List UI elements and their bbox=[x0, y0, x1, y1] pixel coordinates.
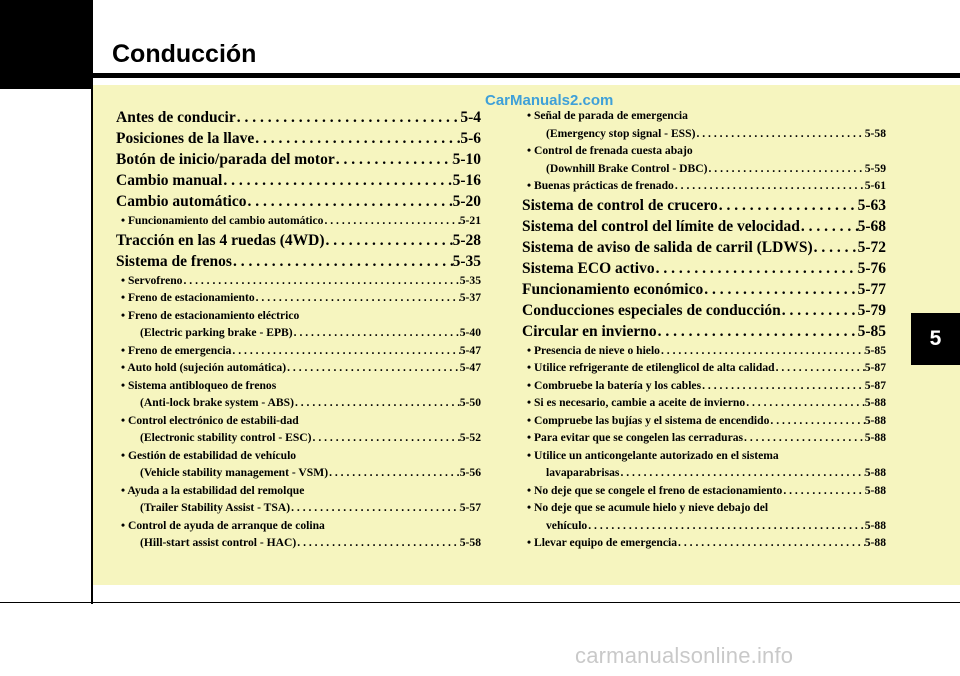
toc-entry-label: • Servofreno bbox=[121, 273, 183, 287]
toc-section[interactable] bbox=[116, 251, 481, 272]
toc-page-number: 5-88 bbox=[864, 431, 886, 444]
toc-entry-label: Sistema de control de crucero bbox=[522, 196, 718, 214]
toc-leader-dots bbox=[296, 534, 459, 552]
toc-entry-label: • Para evitar que se congelen las cerraduras bbox=[527, 431, 744, 444]
toc-entry-label: • Llevar equipo de emergencia bbox=[527, 536, 678, 549]
toc-leader-dots bbox=[800, 216, 858, 237]
toc-page-number: 5-88 bbox=[864, 518, 886, 532]
toc-page-number: 5-88 bbox=[864, 396, 886, 409]
toc-leader-dots bbox=[707, 160, 864, 178]
toc-page-number: 5-37 bbox=[459, 291, 481, 304]
toc-entry-label: • Freno de estacionamiento eléctrico bbox=[121, 308, 300, 322]
toc-page-number: 5-57 bbox=[459, 501, 481, 514]
toc-entry[interactable] bbox=[116, 342, 481, 360]
toc-leader-dots bbox=[290, 499, 460, 517]
toc-leader-dots bbox=[231, 342, 459, 360]
toc-leader-dots bbox=[312, 429, 460, 447]
toc-section[interactable] bbox=[522, 195, 886, 216]
toc-page-number: 5-58 bbox=[864, 126, 886, 140]
toc-leader-dots bbox=[254, 128, 460, 149]
toc-left-column bbox=[116, 107, 481, 552]
toc-entry[interactable] bbox=[522, 160, 886, 178]
toc-entry-label: • Control de frenada cuesta abajo bbox=[527, 144, 693, 157]
toc-entry[interactable] bbox=[116, 464, 481, 482]
toc-leader-dots bbox=[701, 377, 865, 395]
toc-page-number: 5-79 bbox=[857, 301, 886, 319]
toc-section[interactable] bbox=[522, 321, 886, 342]
toc-entry-label: Sistema ECO activo bbox=[522, 259, 655, 277]
toc-entry-label: • No deje que se congele el freno de estacionamiento bbox=[527, 483, 783, 497]
toc-page-number: 5-4 bbox=[460, 109, 481, 126]
toc-section[interactable] bbox=[522, 216, 886, 237]
margin-line bbox=[91, 0, 93, 604]
toc-entry-label: Conducciones especiales de conducción bbox=[522, 301, 781, 319]
toc-entry-label: • Funcionamiento del cambio automático bbox=[121, 214, 324, 227]
toc-entry[interactable] bbox=[522, 534, 886, 552]
toc-leader-dots bbox=[323, 212, 459, 230]
footer-rule bbox=[0, 602, 960, 603]
toc-right-column bbox=[522, 107, 886, 552]
toc-leader-dots bbox=[660, 342, 865, 360]
toc-entry[interactable] bbox=[116, 289, 481, 307]
toc-entry-continuation: (Emergency stop signal - ESS) bbox=[546, 126, 696, 140]
toc-page-number: 5-47 bbox=[459, 343, 481, 357]
toc-leader-dots bbox=[695, 125, 864, 143]
toc-leader-dots bbox=[246, 191, 452, 212]
toc-leader-dots bbox=[236, 107, 461, 128]
toc-section[interactable] bbox=[116, 107, 481, 128]
toc-section[interactable] bbox=[522, 279, 886, 300]
toc-entry-label: • Freno de estacionamiento bbox=[121, 291, 255, 304]
toc-entry-continuation: (Hill-start assist control - HAC) bbox=[140, 536, 297, 549]
toc-entry[interactable] bbox=[522, 412, 886, 430]
toc-entry[interactable] bbox=[116, 272, 481, 290]
toc-entry-label: • Presencia de nieve o hielo bbox=[527, 343, 660, 357]
toc-leader-dots bbox=[222, 170, 452, 191]
toc-leader-dots bbox=[782, 482, 864, 500]
toc-entry-continuation: lavaparabrisas bbox=[546, 466, 620, 479]
toc-leader-dots bbox=[587, 517, 865, 535]
toc-leader-dots bbox=[775, 359, 865, 377]
toc-entry-continuation: (Electric parking brake - EPB) bbox=[140, 326, 293, 339]
toc-page-number: 5-50 bbox=[459, 396, 481, 409]
toc-page-number: 5-35 bbox=[452, 252, 481, 270]
toc-section[interactable] bbox=[116, 128, 481, 149]
toc-entry-label: • Combruebe la batería y los cables bbox=[527, 378, 702, 392]
toc-entry-label: Funcionamiento económico bbox=[522, 280, 704, 298]
toc-leader-dots bbox=[813, 237, 858, 258]
toc-section[interactable] bbox=[116, 149, 481, 170]
toc-leader-dots bbox=[328, 464, 460, 482]
toc-page-number: 5-77 bbox=[857, 280, 886, 298]
toc-page-number: 5-47 bbox=[459, 361, 481, 374]
toc-leader-dots bbox=[677, 534, 865, 552]
toc-entry-label: • Control de ayuda de arranque de colina bbox=[121, 518, 325, 532]
toc-entry-label: Sistema de aviso de salida de carril (LDWS) bbox=[522, 238, 813, 256]
toc-entry-label: Tracción en las 4 ruedas (4WD) bbox=[116, 231, 325, 249]
toc-entry[interactable] bbox=[522, 177, 886, 195]
toc-entry[interactable] bbox=[522, 359, 886, 377]
toc-section[interactable] bbox=[116, 230, 481, 251]
toc-leader-dots bbox=[657, 321, 858, 342]
toc-entry-label: Sistema del control del límite de velocidad bbox=[522, 217, 800, 235]
toc-page-number: 5-88 bbox=[864, 536, 886, 549]
toc-leader-dots bbox=[286, 359, 460, 377]
toc-leader-dots bbox=[294, 394, 460, 412]
toc-section[interactable] bbox=[116, 191, 481, 212]
toc-entry-continuation: (Trailer Stability Assist - TSA) bbox=[140, 501, 291, 514]
toc-entry-continuation: (Vehicle stability management - VSM) bbox=[140, 466, 329, 479]
toc-section[interactable] bbox=[116, 170, 481, 191]
toc-entry[interactable] bbox=[522, 482, 886, 500]
toc-leader-dots bbox=[255, 289, 460, 307]
toc-entry-label: Circular en invierno bbox=[522, 322, 657, 340]
toc-leader-dots bbox=[325, 230, 453, 251]
toc-page-number: 5-21 bbox=[459, 214, 481, 227]
toc-entry[interactable] bbox=[116, 394, 481, 412]
page-title: Conducción bbox=[112, 40, 257, 68]
toc-page-number: 5-63 bbox=[857, 196, 886, 214]
toc-page-number: 5-20 bbox=[452, 193, 481, 210]
toc-entry[interactable] bbox=[116, 359, 481, 377]
toc-page-number: 5-52 bbox=[459, 431, 481, 444]
toc-page-number: 5-87 bbox=[864, 361, 886, 374]
toc-leader-dots bbox=[674, 177, 865, 195]
toc-leader-dots bbox=[293, 324, 460, 342]
toc-entry-continuation: (Electronic stability control - ESC) bbox=[140, 431, 312, 444]
toc-entry[interactable] bbox=[522, 464, 886, 482]
toc-page-number: 5-59 bbox=[864, 161, 886, 175]
watermark-top: CarManuals2.com bbox=[485, 92, 614, 109]
toc-entry[interactable] bbox=[116, 324, 481, 342]
toc-page-number: 5-58 bbox=[459, 536, 481, 549]
toc-entry-label: • Compruebe las bujías y el sistema de encendido bbox=[527, 413, 770, 427]
toc-entry-label: • Sistema antibloqueo de frenos bbox=[121, 378, 277, 392]
toc-entry-label: • Auto hold (sujeción automática) bbox=[121, 361, 287, 374]
toc-page-number: 5-72 bbox=[857, 238, 886, 256]
toc-page-number: 5-85 bbox=[857, 322, 886, 340]
watermark-bottom: carmanualsonline.info bbox=[575, 643, 794, 668]
toc-entry[interactable] bbox=[522, 377, 886, 395]
chapter-tab[interactable]: 5 bbox=[911, 313, 960, 365]
toc-entry-label: Sistema de frenos bbox=[116, 252, 232, 270]
toc-entry-label: • Utilice refrigerante de etilenglicol de alta calidad bbox=[527, 361, 775, 374]
toc-page-number: 5-28 bbox=[452, 231, 481, 249]
toc-entry[interactable] bbox=[116, 499, 481, 517]
toc-entry-continuation: (Downhill Brake Control - DBC) bbox=[546, 161, 708, 175]
toc-entry-label: Cambio manual bbox=[116, 172, 223, 189]
toc-page-number: 5-10 bbox=[452, 151, 481, 168]
toc-entry-continuation: (Anti-lock brake system - ABS) bbox=[140, 396, 294, 409]
toc-entry-label: • Señal de parada de emergencia bbox=[527, 109, 688, 122]
toc-entry[interactable] bbox=[116, 212, 481, 230]
toc-leader-dots bbox=[718, 195, 858, 216]
toc-page-number: 5-6 bbox=[460, 130, 481, 147]
toc-entry[interactable] bbox=[522, 342, 886, 360]
toc-page-number: 5-76 bbox=[857, 259, 886, 277]
toc-section[interactable] bbox=[522, 258, 886, 279]
toc-leader-dots bbox=[781, 300, 858, 321]
toc-entry-label: • Buenas prácticas de frenado bbox=[527, 179, 674, 192]
toc-entry[interactable] bbox=[522, 517, 886, 535]
toc-entry[interactable] bbox=[116, 534, 481, 552]
toc-entry-label: Posiciones de la llave bbox=[116, 130, 255, 147]
toc-page-number: 5-68 bbox=[857, 217, 886, 235]
toc-entry-continuation: vehículo bbox=[546, 518, 588, 532]
toc-page-number: 5-88 bbox=[864, 413, 886, 427]
toc-entry-label: • Utilice un anticongelante autorizado en el sistema bbox=[527, 448, 779, 462]
toc-page-number: 5-88 bbox=[864, 466, 886, 479]
toc-entry[interactable] bbox=[522, 429, 886, 447]
corner-block bbox=[0, 0, 92, 89]
toc-leader-dots bbox=[619, 464, 864, 482]
toc-entry-label: • Freno de emergencia bbox=[121, 343, 232, 357]
toc-page-number: 5-61 bbox=[864, 179, 886, 192]
toc-entry-label: • Gestión de estabilidad de vehículo bbox=[121, 448, 297, 462]
toc-entry[interactable] bbox=[522, 394, 886, 412]
toc-entry[interactable] bbox=[522, 125, 886, 143]
toc-page-number: 5-40 bbox=[459, 326, 481, 339]
toc-section[interactable] bbox=[522, 237, 886, 258]
toc-entry[interactable] bbox=[116, 429, 481, 447]
toc-leader-dots bbox=[655, 258, 858, 279]
toc-entry-label: Botón de inicio/parada del motor bbox=[116, 151, 335, 168]
toc-leader-dots bbox=[703, 279, 857, 300]
toc-leader-dots bbox=[335, 149, 453, 170]
header-rule bbox=[92, 73, 960, 78]
toc-entry-label: • Control electrónico de estabili-dad bbox=[121, 413, 299, 427]
toc-entry-label: • Si es necesario, cambie a aceite de invierno bbox=[527, 396, 746, 409]
toc-entry-label: Cambio automático bbox=[116, 193, 247, 210]
toc-page-number: 5-88 bbox=[864, 483, 886, 497]
toc-leader-dots bbox=[232, 251, 453, 272]
toc-page-number: 5-85 bbox=[864, 343, 886, 357]
toc-entry-label: • Ayuda a la estabilidad del remolque bbox=[121, 483, 305, 497]
toc-entry-label: Antes de conducir bbox=[116, 109, 236, 126]
toc-section[interactable] bbox=[522, 300, 886, 321]
toc-leader-dots bbox=[743, 429, 865, 447]
toc-page-number: 5-35 bbox=[459, 273, 481, 287]
toc-page-number: 5-87 bbox=[864, 378, 886, 392]
toc-page-number: 5-56 bbox=[459, 466, 481, 479]
toc-leader-dots bbox=[769, 412, 864, 430]
toc-entry-label: • No deje que se acumule hielo y nieve debajo del bbox=[527, 501, 769, 514]
toc-leader-dots bbox=[182, 272, 459, 290]
toc-page-number: 5-16 bbox=[452, 172, 481, 189]
toc-leader-dots bbox=[745, 394, 865, 412]
